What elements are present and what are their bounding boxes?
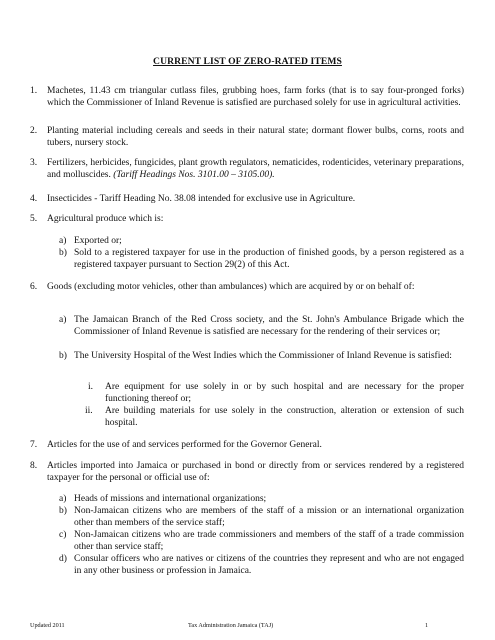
sub-label: b) (59, 506, 67, 516)
sub-label: d) (59, 554, 67, 564)
page-title: CURRENT LIST OF ZERO-RATED ITEMS (153, 56, 342, 67)
sub-text: Heads of missions and international organizations; (74, 494, 267, 504)
footer-organization: Tax Administration Jamaica (TAJ) (188, 622, 274, 629)
item-text: Insecticides - Tariff Heading No. 38.08 intended for exclusive use in Agriculture. (47, 194, 356, 204)
subsub-text: Are equipment for use solely in or by such hospital and are necessary for the proper functioning thereof or; (105, 382, 464, 405)
item-number: 8. (30, 461, 38, 471)
item-number: 1. (30, 86, 38, 96)
sub-label: a) (59, 315, 67, 325)
sub-text: Sold to a registered taxpayer for use in the production of finished goods, by a person registered as a registered taxpayer pursuant to Section 29(2) of this Act. (74, 248, 464, 271)
item-text: Agricultural produce which is: (47, 214, 164, 224)
footer-page-number: 1 (425, 622, 429, 629)
item-text (47, 157, 464, 181)
item-number: 4. (30, 194, 38, 204)
footer-updated: Updated 2011 (30, 622, 65, 629)
sub-label: c) (59, 530, 67, 540)
sub-text: Non-Jamaican citizens who are trade commissioners and members of the staff of a trade commission other than service staff; (74, 530, 464, 553)
item-number: 7. (30, 440, 38, 450)
item-number: 6. (30, 282, 38, 292)
sub-text: The Jamaican Branch of the Red Cross society, and the St. John's Ambulance Brigade which the Commissioner of Inland Revenue is satisfied are necessary for the rendering of their services or; (74, 315, 464, 338)
subsub-label: i. (88, 382, 94, 392)
item-text: Machetes, 11.43 cm triangular cutlass files, grubbing hoes, farm forks (that is to say four-pronged forks) which the Commissioner of Inland Revenue is satisfied are purchased solely for use in agricultural activities. (47, 86, 464, 109)
sub-text: Non-Jamaican citizens who are members of the staff of a mission or an international organization other than members of the service staff; (74, 506, 464, 529)
item-text: Planting material including cereals and seeds in their natural state; dormant flower bulbs, corns, roots and tubers, nursery stock. (47, 126, 464, 149)
subsub-text: Are building materials for use solely in the construction, alteration or extension of such hospital. (105, 406, 464, 429)
sub-text: Exported or; (74, 236, 122, 246)
item-text: Goods (excluding motor vehicles, other than ambulances) which are acquired by or on behalf of: (47, 282, 415, 292)
item-text: Articles imported into Jamaica or purchased in bond or directly from or services rendered by a registered taxpayer for the personal or official use of: (47, 461, 464, 484)
item-number: 5. (30, 214, 38, 224)
sub-text: The University Hospital of the West Indies which the Commissioner of Inland Revenue is satisfied: (74, 351, 452, 361)
sub-label: a) (59, 494, 67, 504)
item-text-main: Fertilizers, herbicides, fungicides, plant growth regulators, nematicides, rodenticides, veterinary preparations, and molluscides. (47, 158, 464, 181)
item-number: 2. (30, 126, 38, 136)
sub-label: b) (59, 351, 67, 361)
item-text: Articles for the use of and services performed for the Governor General. (47, 440, 322, 450)
sub-label: b) (59, 248, 67, 258)
sub-label: a) (59, 236, 67, 246)
item-number: 3. (30, 158, 38, 168)
subsub-label: ii. (85, 406, 93, 416)
sub-text: Consular officers who are natives or citizens of the countries they represent and who are not engaged in any other business or profession in Jamaica. (74, 554, 464, 577)
tariff-headings: (Tariff Headings Nos. 3101.00 – 3105.00). (113, 170, 275, 181)
